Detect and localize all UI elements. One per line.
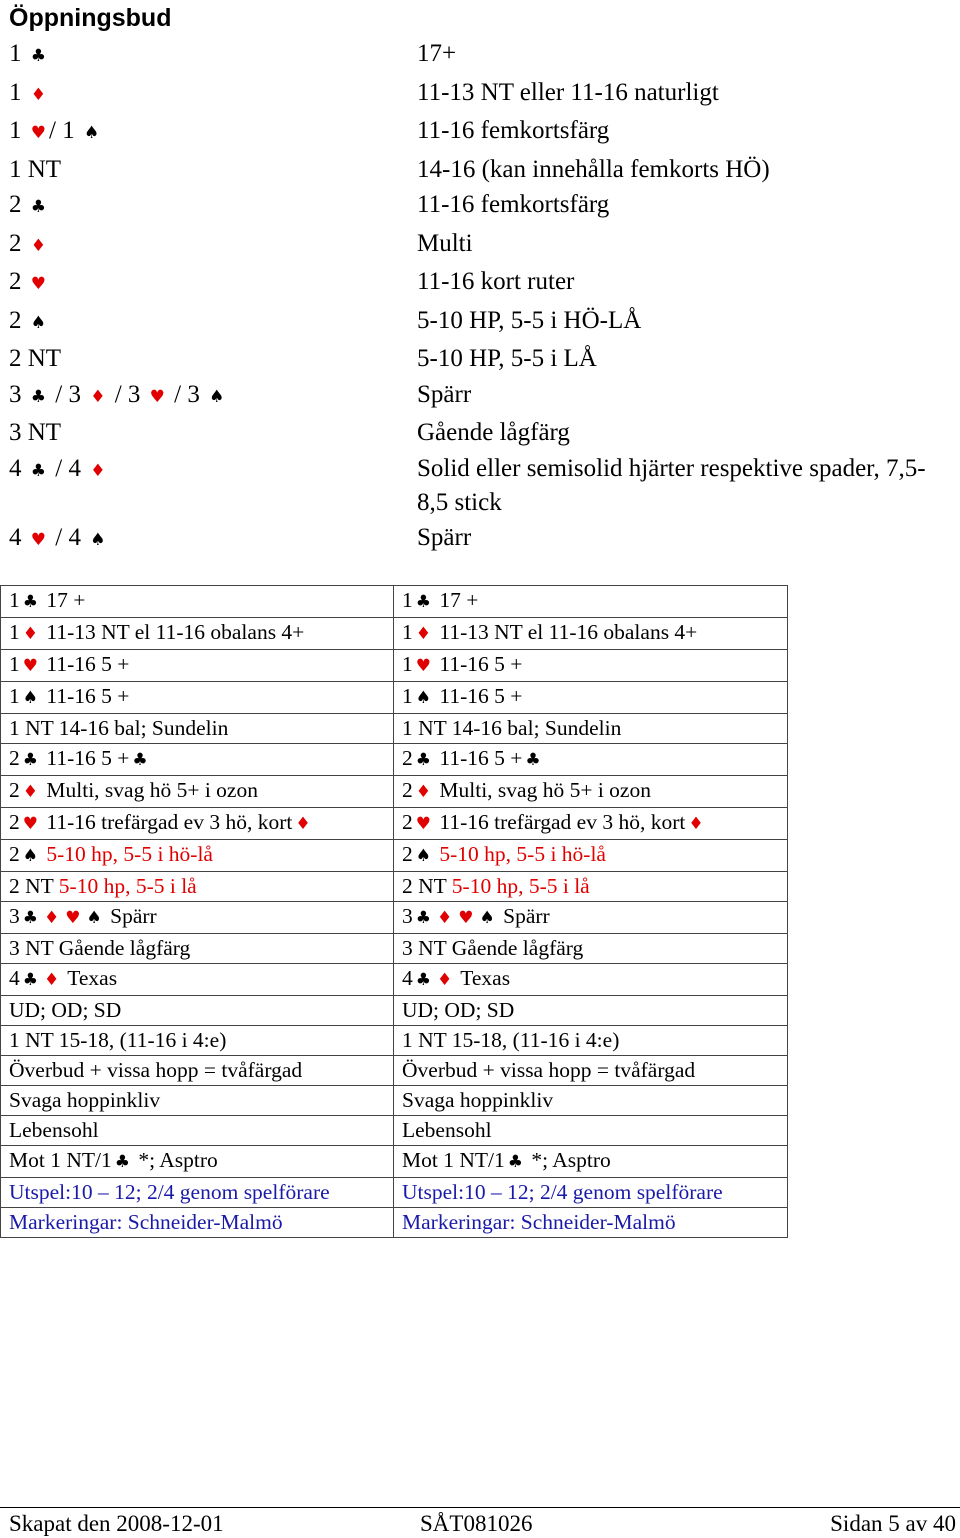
table-cell-left: Utspel:10 – 12; 2/4 genom spelförare xyxy=(1,1178,394,1208)
club-icon: ♣ xyxy=(415,970,431,990)
table-row xyxy=(1,776,788,808)
footer-code: SÅT081026 xyxy=(420,1511,533,1536)
table-row xyxy=(1,872,788,902)
opening-bid-row xyxy=(9,451,949,520)
heart-icon: ♥ xyxy=(415,814,431,834)
opening-bid-row xyxy=(9,187,949,226)
table-cell-right: 3 NT Gående lågfärg xyxy=(394,934,788,964)
table-cell-left: 1 ♣ 17 + xyxy=(1,586,394,618)
table-cell-right: UD; OD; SD xyxy=(394,996,788,1026)
club-icon: ♣ xyxy=(22,592,38,612)
table-cell-right: Markeringar: Schneider-Malmö xyxy=(394,1208,788,1238)
opening-bid-code: 4 ♥ / 4 ♠ xyxy=(9,523,106,551)
club-icon: ♣ xyxy=(22,908,38,928)
opening-bid-row xyxy=(9,226,949,265)
spade-icon: ♠ xyxy=(415,688,431,708)
page-title: Öppningsbud xyxy=(9,4,172,32)
heart-icon: ♥ xyxy=(22,656,38,676)
opening-bid-code: 1 NT xyxy=(9,155,62,183)
table-cell-right: 4 ♣ ♦ Texas xyxy=(394,964,788,996)
opening-bid-description: 11-16 kort ruter xyxy=(417,268,575,295)
diamond-icon: ♦ xyxy=(295,814,311,834)
opening-bid-row xyxy=(9,341,949,377)
table-cell-right: Svaga hoppinkliv xyxy=(394,1086,788,1116)
diamond-icon: ♦ xyxy=(30,84,46,105)
opening-bid-description: Solid eller semisolid hjärter respektive spader, 7,5-8,5 stick xyxy=(417,454,926,516)
opening-bid-code: 3 ♣ / 3 ♦ / 3 ♥ / 3 ♠ xyxy=(9,380,225,408)
spade-icon: ♠ xyxy=(30,312,46,333)
table-cell-left: Lebensohl xyxy=(1,1116,394,1146)
diamond-icon: ♦ xyxy=(22,782,38,802)
opening-bid-row xyxy=(9,264,949,303)
table-row xyxy=(1,1116,788,1146)
heart-icon: ♥ xyxy=(30,274,46,294)
spade-icon: ♠ xyxy=(90,529,106,550)
diamond-icon: ♦ xyxy=(22,624,38,644)
table-row xyxy=(1,964,788,996)
opening-bid-description: 5-10 HP, 5-5 i HÖ-LÅ xyxy=(417,306,642,334)
club-icon: ♣ xyxy=(30,197,46,217)
table-cell-left: Överbud + vissa hopp = tvåfärgad xyxy=(1,1056,394,1086)
table-cell-left: 2 ♦ Multi, svag hö 5+ i ozon xyxy=(1,776,394,808)
table-cell-left: 2 ♥ 11-16 trefärgad ev 3 hö, kort ♦ xyxy=(1,808,394,840)
opening-bid-code: 3 NT xyxy=(9,419,62,446)
table-cell-right: Mot 1 NT/1 ♣ *; Asptro xyxy=(394,1146,788,1178)
table-cell-right: 1 ♣ 17 + xyxy=(394,586,788,618)
footer-divider xyxy=(0,1507,960,1508)
table-row xyxy=(1,996,788,1026)
table-row xyxy=(1,586,788,618)
opening-bid-row xyxy=(9,113,949,152)
table-cell-right: 2 ♥ 11-16 trefärgad ev 3 hö, kort ♦ xyxy=(394,808,788,840)
opening-bids-list xyxy=(9,36,949,558)
table-row xyxy=(1,808,788,840)
opening-bid-row xyxy=(9,75,949,114)
table-row xyxy=(1,1056,788,1086)
heart-icon: ♥ xyxy=(65,908,81,928)
table-row xyxy=(1,650,788,682)
opening-bid-description: 17+ xyxy=(417,40,457,67)
table-row xyxy=(1,1026,788,1056)
spade-icon: ♠ xyxy=(479,908,495,928)
table-cell-left: 1 ♠ 11-16 5 + xyxy=(1,682,394,714)
table-cell-left: 3 ♣ ♦ ♥ ♠ Spärr xyxy=(1,902,394,934)
table-cell-right: 1 NT 15-18, (11-16 i 4:e) xyxy=(394,1026,788,1056)
table-row xyxy=(1,902,788,934)
club-icon: ♣ xyxy=(415,750,431,770)
spade-icon: ♠ xyxy=(22,688,38,708)
table-cell-right: 1 ♠ 11-16 5 + xyxy=(394,682,788,714)
opening-bid-description: 14-16 (kan innehålla femkorts HÖ) xyxy=(417,155,770,183)
opening-bid-description: Gående lågfärg xyxy=(417,419,570,446)
diamond-icon: ♦ xyxy=(437,970,453,990)
table-cell-right: 2 ♦ Multi, svag hö 5+ i ozon xyxy=(394,776,788,808)
table-cell-right: 1 ♦ 11-13 NT el 11-16 obalans 4+ xyxy=(394,618,788,650)
opening-bid-code: 4 ♣ / 4 ♦ xyxy=(9,454,106,482)
diamond-icon: ♦ xyxy=(415,782,431,802)
club-icon: ♣ xyxy=(132,750,148,770)
table-row xyxy=(1,1208,788,1238)
table-cell-left: 3 NT Gående lågfärg xyxy=(1,934,394,964)
spade-icon: ♠ xyxy=(86,908,102,928)
table-cell-right: 2 ♣ 11-16 5 + ♣ xyxy=(394,744,788,776)
opening-bid-row xyxy=(9,36,949,75)
table-row xyxy=(1,682,788,714)
spade-icon: ♠ xyxy=(22,846,38,866)
table-row xyxy=(1,1146,788,1178)
table-cell-right: Överbud + vissa hopp = tvåfärgad xyxy=(394,1056,788,1086)
club-icon: ♣ xyxy=(114,1152,130,1172)
table-cell-right: 2 NT 5-10 hp, 5-5 i lå xyxy=(394,872,788,902)
table-row xyxy=(1,744,788,776)
table-cell-right: 1 ♥ 11-16 5 + xyxy=(394,650,788,682)
opening-bid-row xyxy=(9,152,949,188)
spade-icon: ♠ xyxy=(209,386,225,407)
table-row xyxy=(1,934,788,964)
heart-icon: ♥ xyxy=(22,814,38,834)
table-cell-left: 1 ♦ 11-13 NT el 11-16 obalans 4+ xyxy=(1,618,394,650)
table-cell-left: 2 ♠ 5-10 hp, 5-5 i hö-lå xyxy=(1,840,394,872)
table-row xyxy=(1,618,788,650)
table-row xyxy=(1,1086,788,1116)
spade-icon: ♠ xyxy=(415,846,431,866)
table-cell-left: Mot 1 NT/1 ♣ *; Asptro xyxy=(1,1146,394,1178)
table-row xyxy=(1,840,788,872)
opening-bid-code: 2 ♦ xyxy=(9,229,46,257)
club-icon: ♣ xyxy=(30,46,46,66)
opening-bid-code: 1 ♥ / 1 ♠ xyxy=(9,117,100,144)
opening-bid-code: 1 ♣ xyxy=(9,40,46,67)
opening-bid-row xyxy=(9,303,949,342)
diamond-icon: ♦ xyxy=(44,970,60,990)
opening-bid-row xyxy=(9,520,949,559)
club-icon: ♣ xyxy=(525,750,541,770)
table-cell-left: 1 NT 15-18, (11-16 i 4:e) xyxy=(1,1026,394,1056)
club-icon: ♣ xyxy=(22,970,38,990)
table-cell-right: 1 NT 14-16 bal; Sundelin xyxy=(394,714,788,744)
diamond-icon: ♦ xyxy=(415,624,431,644)
opening-bid-code: 2 ♠ xyxy=(9,306,46,334)
table-cell-right: Lebensohl xyxy=(394,1116,788,1146)
club-icon: ♣ xyxy=(415,908,431,928)
footer-created: Skapat den 2008-12-01 xyxy=(9,1511,224,1536)
opening-bid-description: Spärr xyxy=(417,380,472,408)
diamond-icon: ♦ xyxy=(688,814,704,834)
opening-bid-code: 2 NT xyxy=(9,345,62,372)
diamond-icon: ♦ xyxy=(90,386,106,407)
diamond-icon: ♦ xyxy=(44,908,60,928)
opening-bid-description: 5-10 HP, 5-5 i LÅ xyxy=(417,345,597,372)
opening-bid-code: 2 ♣ xyxy=(9,191,46,218)
opening-bid-description: Spärr xyxy=(417,523,472,551)
diamond-icon: ♦ xyxy=(90,460,106,481)
table-cell-right: Utspel:10 – 12; 2/4 genom spelförare xyxy=(394,1178,788,1208)
diamond-icon: ♦ xyxy=(437,908,453,928)
footer-page-number: Sidan 5 av 40 xyxy=(830,1511,956,1536)
table-cell-left: 2 ♣ 11-16 5 + ♣ xyxy=(1,744,394,776)
club-icon: ♣ xyxy=(30,460,46,481)
table-row xyxy=(1,714,788,744)
spade-icon: ♠ xyxy=(83,123,100,143)
table-cell-left: 2 NT 5-10 hp, 5-5 i lå xyxy=(1,872,394,902)
table-cell-left: 4 ♣ ♦ Texas xyxy=(1,964,394,996)
opening-bid-row xyxy=(9,377,949,416)
opening-bid-row xyxy=(9,415,949,451)
opening-bid-description: 11-16 femkortsfärg xyxy=(417,117,610,144)
table-cell-left: UD; OD; SD xyxy=(1,996,394,1026)
club-icon: ♣ xyxy=(507,1152,523,1172)
table-cell-left: 1 ♥ 11-16 5 + xyxy=(1,650,394,682)
table-cell-left: 1 NT 14-16 bal; Sundelin xyxy=(1,714,394,744)
heart-icon: ♥ xyxy=(415,656,431,676)
club-icon: ♣ xyxy=(415,592,431,612)
club-icon: ♣ xyxy=(22,750,38,770)
convention-card-table xyxy=(0,585,788,1238)
table-cell-left: Markeringar: Schneider-Malmö xyxy=(1,1208,394,1238)
table-row xyxy=(1,1178,788,1208)
heart-icon: ♥ xyxy=(149,386,165,407)
opening-bid-description: Multi xyxy=(417,229,473,257)
opening-bid-description: 11-16 femkortsfärg xyxy=(417,191,610,218)
heart-icon: ♥ xyxy=(30,529,46,550)
table-cell-right: 2 ♠ 5-10 hp, 5-5 i hö-lå xyxy=(394,840,788,872)
club-icon: ♣ xyxy=(30,386,46,407)
heart-icon: ♥ xyxy=(458,908,474,928)
opening-bid-code: 2 ♥ xyxy=(9,268,46,295)
heart-icon: ♥ xyxy=(30,123,46,143)
opening-bid-description: 11-13 NT eller 11-16 naturligt xyxy=(417,78,719,106)
table-cell-left: Svaga hoppinkliv xyxy=(1,1086,394,1116)
diamond-icon: ♦ xyxy=(30,235,46,256)
table-cell-right: 3 ♣ ♦ ♥ ♠ Spärr xyxy=(394,902,788,934)
opening-bid-code: 1 ♦ xyxy=(9,78,46,106)
